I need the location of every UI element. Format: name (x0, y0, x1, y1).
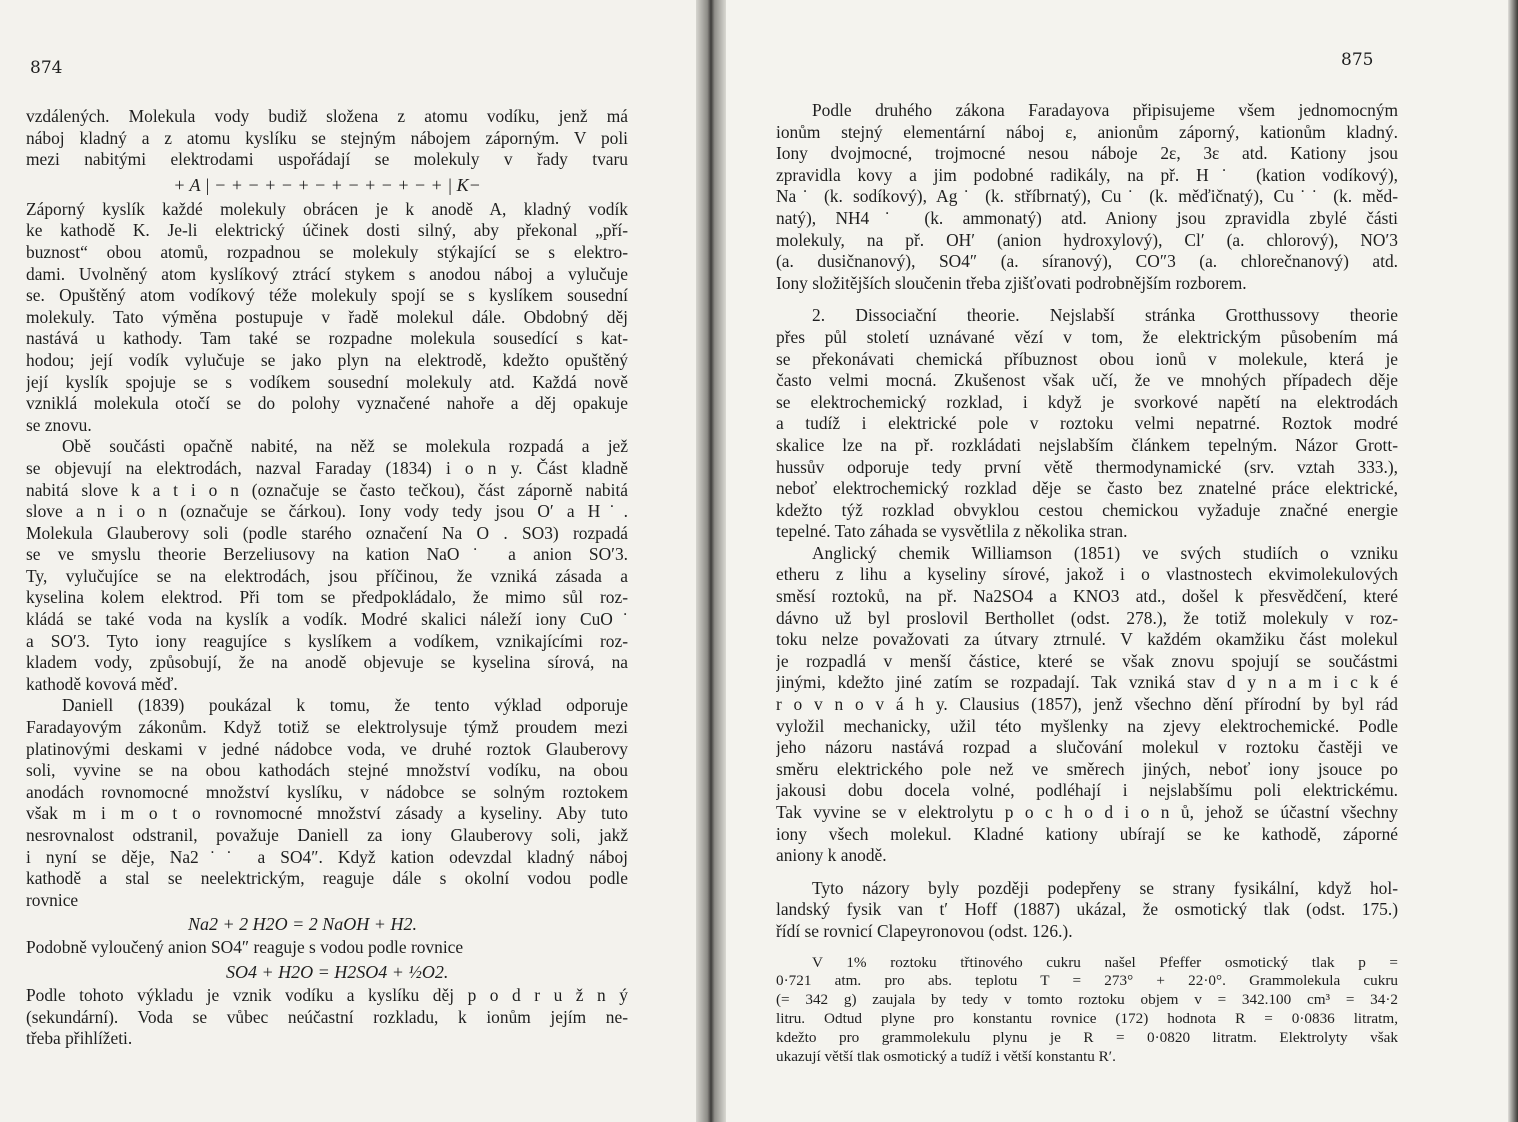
text-line: skalice lze na př. rozkládati nejslabším článkem tepelným. Názor Grott- (776, 434, 1398, 455)
text-line: třeba přihlížeti. (26, 1028, 133, 1049)
text-line: kládá se také voda na kyslík a vodík. Modré skalici náleží iony CuO˙ (26, 609, 628, 630)
text-line: vzdálených. Molekula vody budiž složena z atomu vodíku, jenž má (26, 106, 628, 126)
text-line: nesrovnalost odstranil, považuje Daniell za iony Glauberovy soli, jakž (26, 825, 628, 845)
text-line: mezi nabitými elektrodami uspořádají se molekuly v řady tvaru (26, 149, 628, 170)
text-line: tepelné. Tato záhada se vysvětlila z několika stran. (776, 521, 1128, 542)
text-line: molekuly. Tato výměna postupuje v řadě molekul dále. Obdobný děj (26, 306, 628, 327)
text-line: jakousi dobu docela volné, podléhají i nejslabšímu poli elektrickému. (776, 780, 1398, 801)
text-line: Anglický chemik Williamson (1851) ve svých studiích o vzniku (812, 542, 1398, 563)
note-line: V 1% roztoku třtinového cukru našel Pfeffer osmotický tlak p = (812, 953, 1398, 971)
text-line: zpravidla kovy a jim podobné radikály, na př. H˙ (kation vodíkový), (776, 164, 1398, 185)
paragraph-gap (776, 943, 1398, 954)
text-line: molekuly, na př. OH′ (anion hydroxylový), Cl′ (a. chlorový), NO′3 (776, 229, 1398, 250)
text-line: kdežto týž rozklad obvyklou cestou chemickou vyžaduje značné energie (776, 499, 1398, 520)
text-line: Daniell (1839) poukázal k tomu, že tento výklad odporuje (62, 695, 628, 716)
note-line: 0·721 atm. pro abs. teplotu T = 273° + 22·0°. Grammolekula cukru (776, 972, 1398, 990)
note-line: ukazují větší tlak osmotický a tudíž i větší konstantu R′. (776, 1047, 1116, 1065)
text-line: kyselina kolem elektrod. Při tom se předpokládalo, že mimo sůl roz- (26, 587, 628, 608)
text-line: Podle tohoto výkladu je vznik vodíku a kyslíku děj p o d r u ž n ý (26, 984, 628, 1005)
text-line: Iony dvojmocné, trojmocné nesou náboje 2ε, 3ε atd. Kationy jsou (776, 143, 1398, 164)
text-line: se objevují na elektrodách, nazval Faraday (1834) i o n y. Část kladně (26, 457, 628, 478)
text-line: aniony k anodě. (776, 845, 887, 866)
text-line: soli, vyvine se na obou kathodách stejné množství vodíku, na obou (26, 760, 628, 781)
text-line: ionům stejný elementární náboj ε, anionům záporný, kationům kladný. (776, 121, 1398, 142)
note-line: kdežto pro grammolekulu plynu je R = 0·0820 litratm. Elektrolyty však (776, 1028, 1398, 1046)
text-line: Tyto názory byly později podepřeny se strany fysikální, když hol- (812, 877, 1398, 898)
text-line: ke kathodě K. Je-li elektrický účinek dosti silný, aby překonal „pří- (26, 220, 628, 241)
text-line: Tak vyvine se v elektrolytu p o c h o d i o n ů, jehož se účastní všechny (776, 802, 1398, 822)
section-heading-line: 2. Dissociační theorie. Nejslabší stránka Grotthussovy theorie (812, 305, 1398, 326)
text-line: Faradayovým zákonům. Když totiž se elektrolysuje týmž proudem mezi (26, 717, 628, 738)
text-line: landský fysik van t′ Hoff (1887) ukázal, že osmotický tlak (odst. 175.) (776, 899, 1398, 920)
text-line: její kyslík spojuje se s vodíkem sousední molekuly atd. Každá nově (26, 371, 628, 392)
text-line: a tudíž i elektrické pole v roztoku velmi nepatrné. Roztok modré (776, 413, 1398, 434)
text-line: slove a n i o n (označuje se čárkou). Iony vody tedy jsou O′ a H˙. (26, 501, 628, 522)
text-line: nabitá slove k a t i o n (označuje se často tečkou), část záporně nabitá (26, 479, 628, 500)
paragraph-gap (776, 294, 1398, 305)
text-line: vzniklá molekula otočí se do polohy vyznačené nahoře a děj opakuje (26, 393, 628, 414)
page-edge-shadow (1508, 0, 1518, 1122)
small-print-note (776, 954, 1398, 1067)
text-line: směsí roztoků, na př. Na2SO4 a KNO3 atd., došel k přesvědčení, které (776, 586, 1398, 607)
note-line: (= 342 g) zaujala by tedy v tomto roztoku objem v = 342.100 cm³ = 34·2 (776, 991, 1398, 1009)
text-line: je rozpadlá v menší částice, které se však znovu spojují se součástmi (776, 650, 1398, 671)
text-line: Záporný kyslík každé molekuly obrácen je k anodě A, kladný vodík (26, 198, 628, 219)
text-line: dami. Uvolněný atom kyslíkový ztrácí stykem s anodou náboj a vylučuje (26, 263, 628, 284)
text-line: platinovými deskami v jedné nádobce voda, ve druhé roztok Glauberovy (26, 738, 628, 759)
text-line: řídí se rovnicí Clapeyronovou (odst. 126.). (776, 920, 1073, 941)
text-line: se elektrochemický rozklad, i když je svorkové napětí na elektrodách (776, 391, 1398, 412)
text-line: často velmi mocná. Zkušenost však učí, že ve mnohých případech děje (776, 370, 1398, 391)
text-line: dávno už byl proslovil Berthollet (odst. 278.), že totiž molekuly v roz- (776, 607, 1398, 628)
text-line: se znovu. (26, 414, 92, 435)
text-line: Ty, vylučujíce se na elektrodách, jsou příčinou, že vzniká zásada a (26, 565, 628, 586)
text-line: (sekundární). Voda se vůbec neúčastní rozkladu, k ionům jejím ne- (26, 1006, 628, 1027)
text-line: Obě součásti opačně nabité, na něž se molekula rozpadá a jež (62, 436, 628, 457)
text-line: vyložil mechanicky, užil této myšlenky na zjevy elektrochemické. Podle (776, 715, 1398, 736)
text-line: jinými, kdežto jiné zatím se rozpadají. Tak vzniká stav d y n a m i c k é (776, 672, 1398, 693)
text-line: kathodě a stal se neelektrickým, reaguje dále s okolní vodou podle (26, 868, 628, 889)
text-line: r o v n o v á h y. Clausius (1857), jenž všechno dění přírodní by byl rád (776, 694, 1398, 715)
text-line: kladem vody, způsobují, že na anodě objevuje se kyselina sírová, na (26, 652, 628, 673)
page-number-right: 875 (1341, 50, 1374, 70)
text-line: však m i m o t o rovnomocné množství zásady a kyseliny. Aby tuto (26, 803, 628, 824)
text-line: se překonávati chemická příbuznost obou ionů v molekule, která je (776, 348, 1398, 369)
text-line: kathodě kovová měď. (26, 673, 178, 694)
book-gutter (696, 0, 726, 1122)
left-page-text (26, 106, 628, 1050)
text-line: neboť elektrochemický rozklad děje se často bez znatelné práce elektrické, (776, 478, 1398, 499)
text-line: Na˙ (k. sodíkový), Ag˙ (k. stříbrnatý), Cu˙ (k. měďičnatý), Cu˙˙ (k. měd- (776, 186, 1398, 207)
paragraph-gap (776, 867, 1398, 878)
text-line: toku nelze považovati za útvary ztrnulé. V každém okamžiku část molekul (776, 629, 1398, 650)
text-line: hodou; její vodík vylučuje se jako plyn na elektrodě, kdežto opuštěný (26, 349, 628, 370)
equation-sodium-water: Na2 + 2 H2O = 2 NaOH + H2. (188, 914, 417, 935)
text-line: rovnice (26, 889, 79, 910)
text-line: směru elektrického pole než ve směrech jiných, neboť iony jsouce po (776, 758, 1398, 779)
text-line: iony všech molekul. Kladné kationy ubírají se ke kathodě, záporné (776, 823, 1398, 844)
right-page (726, 0, 1518, 1122)
text-line: Podobně vyloučený anion SO4″ reaguje s vodou podle rovnice (26, 937, 464, 958)
text-line: se ve smyslu theorie Berzeliusovy na kation NaO˙ a anion SO′3. (26, 544, 628, 565)
text-line: se. Opuštěný atom vodíkový téže molekuly spojí se s kyslíkem sousední (26, 285, 628, 306)
text-line: přes půl století uznávané vězí v tom, že elektrickým působením má (776, 326, 1398, 347)
text-line: buznost“ obou atomů, rozpadnou se molekuly stýkající se s elektro- (26, 241, 628, 262)
molecule-chain-formula: + A | − + − + − + − + − + − + − + | K− (173, 174, 481, 195)
text-line: hussův odporuje tedy první větě thermodynamické (srv. vztah 333.), (776, 456, 1398, 477)
text-line: natý), NH4˙ (k. ammonatý) atd. Aniony jsou zpravidla zbylé části (776, 207, 1398, 228)
text-line: Molekula Glauberovy soli (podle starého označení Na O . SO3) rozpadá (26, 522, 628, 543)
text-line: etheru z lihu a kyseliny sírové, jakož i o vlastnostech ekvimolekulových (776, 564, 1398, 585)
text-line: a SO′3. Tyto iony reagujíce s kyslíkem a vodíkem, vznikajícími roz- (26, 630, 628, 651)
text-line: nastává u kathody. Tam také se rozpadne molekula sousedící s kat- (26, 328, 628, 349)
text-line: Podle druhého zákona Faradayova připisujeme všem jednomocným (812, 100, 1398, 120)
text-line: náboj kladný a z atomu kyslíku se stejným nábojem záporným. V poli (26, 127, 628, 148)
page-number-left: 874 (30, 58, 63, 78)
text-line: i nyní se děje, Na2˙˙ a SO4″. Když kation odevzdal kladný náboj (26, 846, 628, 867)
text-line: (a. dusičnanový), SO4″ (a. síranový), CO″3 (a. chlorečnanový) atd. (776, 251, 1398, 272)
note-line: litru. Odtud plyne pro konstantu rovnice (172) hodnota R = 0·0836 litratm, (776, 1009, 1398, 1027)
text-line: anodách rovnomocné množství kyslíku, v nádobce se solným roztokem (26, 781, 628, 802)
equation-sulfate-water: SO4 + H2O = H2SO4 + ½O2. (226, 961, 449, 982)
right-page-text (776, 100, 1398, 1066)
left-page (0, 0, 696, 1122)
text-line: jeho názoru nastává rozpad a slučování molekul v roztoku častěji ve (776, 737, 1398, 758)
text-line: Iony složitějších sloučenin třeba zjišťovati podrobnějším rozborem. (776, 272, 1247, 293)
